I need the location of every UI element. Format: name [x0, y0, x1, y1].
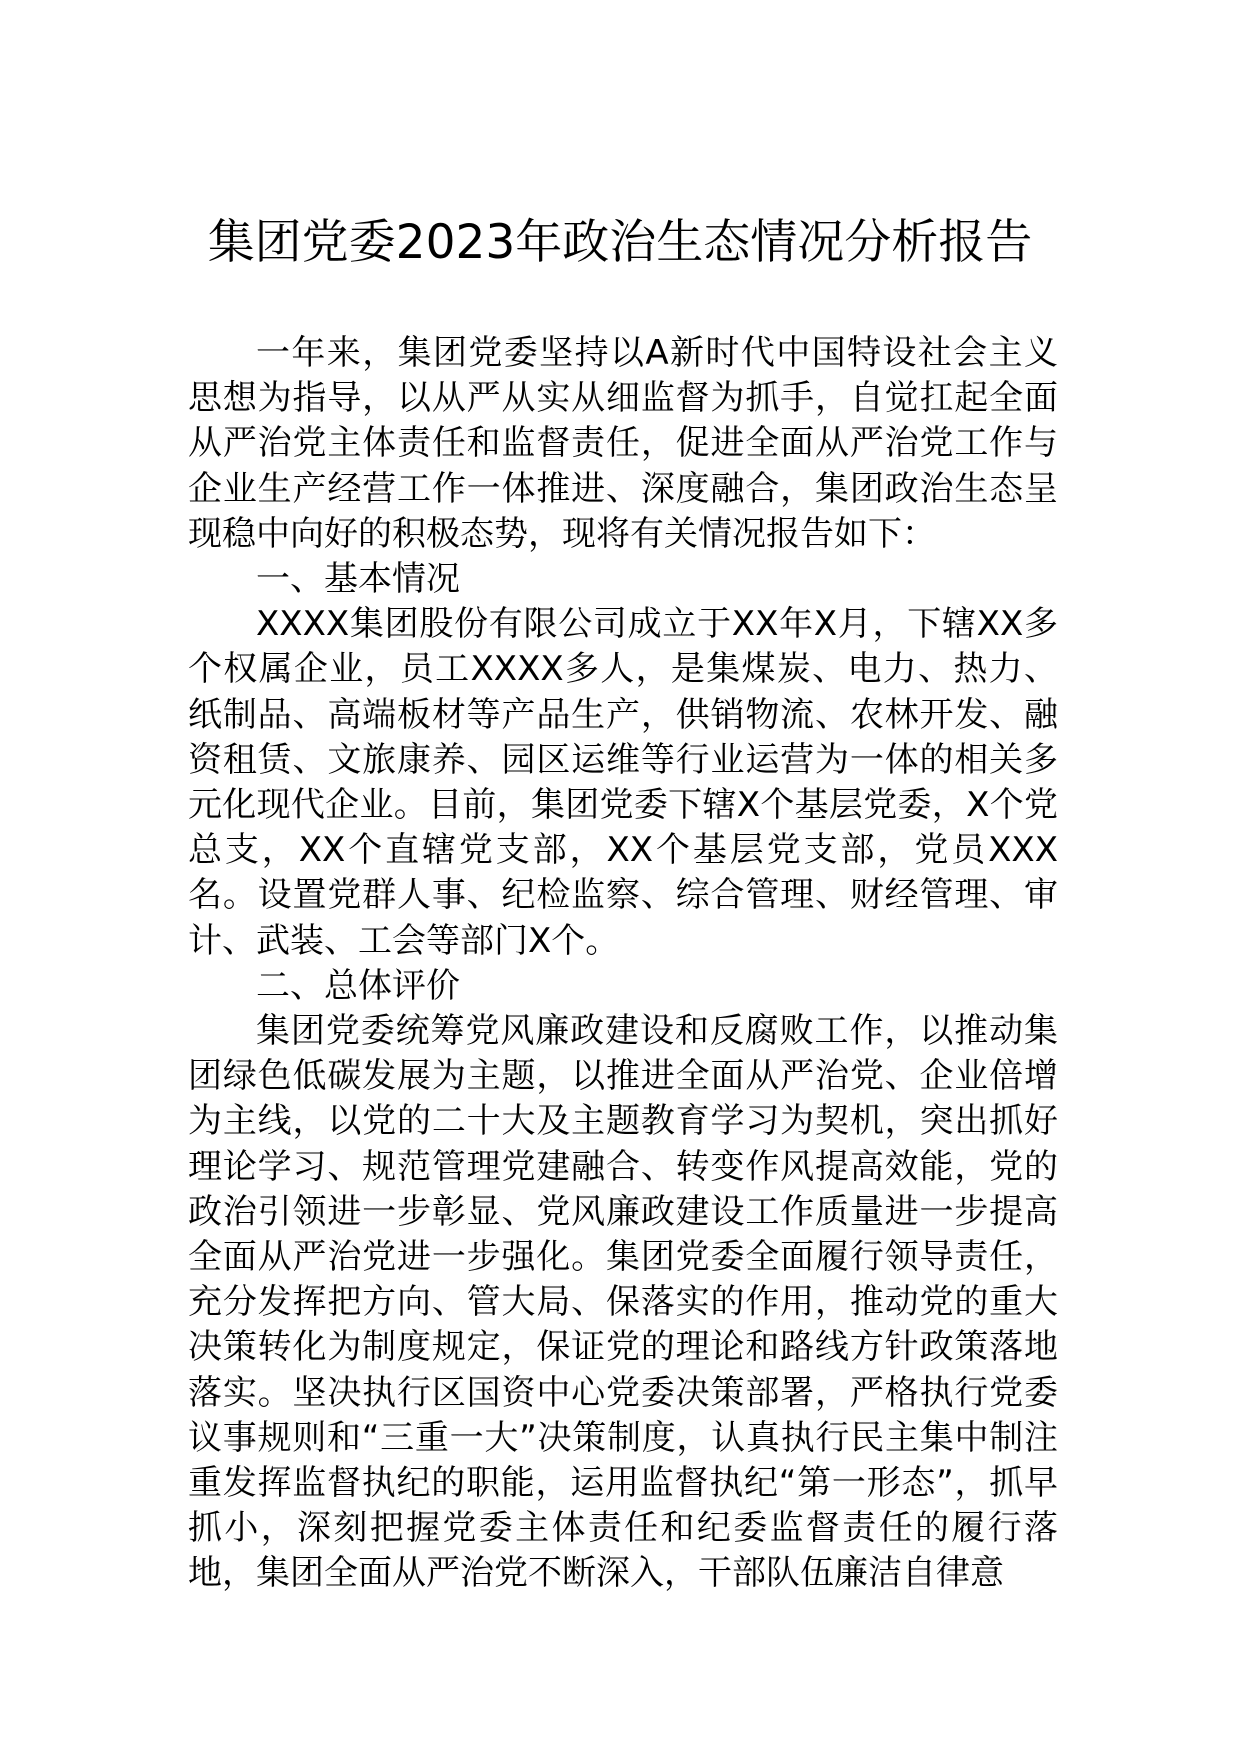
intro-paragraph: 一年来，集团党委坚持以A新时代中国特设社会主义思想为指导，以从严从实从细监督为抓手，自觉扛起全面从严治党主体责任和监督责任，促进全面从严治党工作与企业生产经营工作一体推进、深度融合，集团政治生态呈现稳中向好的积极态势，现将有关情况报告如下：	[188, 333, 1058, 554]
document-title: 集团党委2023年政治生态情况分析报告	[207, 215, 1033, 270]
section-paragraph-overall-evaluation: 集团党委统筹党风廉政建设和反腐败工作，以推动集团绿色低碳发展为主题，以推进全面从严治党、企业倍增为主线，以党的二十大及主题教育学习为契机，突出抓好理论学习、规范管理党建融合、转变作风提高效能，党的政治引领进一步彰显、党风廉政建设工作质量进一步提高全面从严治党进一步强化。集团党委全面履行领导责任，充分发挥把方向、管大局、保落实的作用，推动党的重大决策转化为制度规定，保证党的理论和路线方针政策落地落实。坚决执行区国资中心党委决策部署，严格执行党委议事规则和“三重一大”决策制度，认真执行民主集中制注重发挥监督执纪的职能，运用监督执纪“第一形态”，抓早抓小，深刻把握党委主体责任和纪委监督责任的履行落地，集团全面从严治党不断深入，干部队伍廉洁自律意	[188, 1011, 1058, 1594]
section-heading-basic-info: 一、基本情况	[256, 559, 460, 600]
section-heading-overall-evaluation: 二、总体评价	[256, 965, 460, 1006]
section-paragraph-basic-info: XXXX集团股份有限公司成立于XX年X月，下辖XX多个权属企业，员工XXXX多人，是集煤炭、电力、热力、纸制品、高端板材等产品生产，供销物流、农林开发、融资租赁、文旅康养、园区运维等行业运营为一体的相关多元化现代企业。目前，集团党委下辖X个基层党委，X个党总支，XX个直辖党支部，XX个基层党支部，党员XXX名。设置党群人事、纪检监察、综合管理、财经管理、审计、武装、工会等部门X个。	[188, 604, 1058, 961]
document-body	[188, 331, 1058, 1597]
